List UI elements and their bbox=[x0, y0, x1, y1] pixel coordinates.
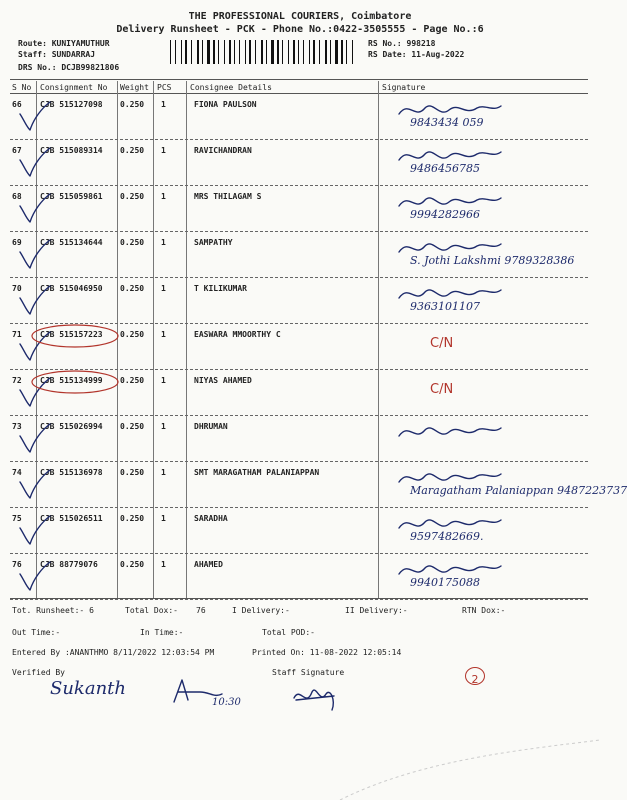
row-pcs: 1 bbox=[161, 146, 166, 155]
printed-on: Printed On: 11-08-2022 12:05:14 bbox=[252, 648, 402, 657]
row-weight: 0.250 bbox=[120, 192, 145, 201]
barcode-bar bbox=[218, 40, 219, 64]
row-pcs: 1 bbox=[161, 192, 166, 201]
row-divider bbox=[10, 599, 588, 600]
table-row bbox=[0, 278, 600, 324]
barcode-bar bbox=[245, 40, 246, 64]
signature-phone: 9363101107 bbox=[410, 300, 480, 313]
row-pcs: 1 bbox=[161, 514, 166, 523]
barcode-bar bbox=[185, 40, 187, 64]
barcode-bar bbox=[207, 40, 210, 64]
i-delivery: I Delivery:- bbox=[232, 606, 290, 615]
row-pcs: 1 bbox=[161, 422, 166, 431]
row-weight: 0.250 bbox=[120, 560, 145, 569]
row-sno: 68 bbox=[12, 192, 22, 201]
table-row bbox=[0, 554, 600, 600]
signature-phone: 9597482669. bbox=[410, 530, 484, 543]
barcode-bar bbox=[202, 40, 203, 64]
barcode-bar bbox=[352, 40, 353, 64]
row-sno: 74 bbox=[12, 468, 22, 477]
row-consignee: MRS THILAGAM S bbox=[194, 192, 262, 201]
delivery-tick-mark bbox=[18, 468, 52, 502]
signature-scribble bbox=[395, 420, 505, 444]
barcode-bar bbox=[288, 40, 289, 64]
row-consignment-no: CJB 515026994 bbox=[40, 422, 103, 431]
barcode-bar bbox=[175, 40, 176, 64]
barcode-bar bbox=[309, 40, 310, 64]
barcode-bar bbox=[293, 40, 295, 64]
delivery-tick-mark bbox=[18, 560, 52, 594]
row-consignment-no: CJB 515136978 bbox=[40, 468, 103, 477]
barcode-bar bbox=[313, 40, 315, 64]
delivery-tick-mark bbox=[18, 422, 52, 456]
staff-label: Staff: SUNDARRAJ bbox=[18, 50, 96, 59]
row-pcs: 1 bbox=[161, 560, 166, 569]
table-row bbox=[0, 186, 600, 232]
row-consignment-no: CJB 515134644 bbox=[40, 238, 103, 247]
red-circle-mark bbox=[30, 368, 120, 396]
table-row bbox=[0, 140, 600, 186]
barcode-bar bbox=[303, 40, 304, 64]
barcode-bar bbox=[224, 40, 225, 64]
signature-phone: S. Jothi Lakshmi 9789328386 bbox=[410, 254, 575, 267]
in-time: In Time:- bbox=[140, 628, 184, 637]
barcode-bar bbox=[239, 40, 240, 64]
row-weight: 0.250 bbox=[120, 146, 145, 155]
row-weight: 0.250 bbox=[120, 330, 145, 339]
col-sno-header: S No bbox=[12, 83, 32, 92]
barcode-bar bbox=[346, 40, 347, 64]
verifier-signature: Sukanth bbox=[50, 678, 126, 699]
row-consignment-no: CJB 515089314 bbox=[40, 146, 103, 155]
delivery-tick-mark bbox=[18, 100, 52, 134]
barcode-bar bbox=[330, 40, 331, 64]
row-sno: 70 bbox=[12, 284, 22, 293]
rs-number: RS No.: 998218 bbox=[368, 39, 436, 48]
row-weight: 0.250 bbox=[120, 468, 145, 477]
row-sno: 76 bbox=[12, 560, 22, 569]
ii-delivery: II Delivery:- bbox=[345, 606, 408, 615]
row-consignee: AHAMED bbox=[194, 560, 223, 569]
row-weight: 0.250 bbox=[120, 284, 145, 293]
barcode bbox=[168, 38, 358, 68]
tot-runsheet: Tot. Runsheet:- 6 bbox=[12, 606, 94, 615]
barcode-bar bbox=[271, 40, 274, 64]
barcode-bar bbox=[325, 40, 327, 64]
row-sno: 72 bbox=[12, 376, 22, 385]
barcode-bar bbox=[197, 40, 199, 64]
row-weight: 0.250 bbox=[120, 238, 145, 247]
delivery-tick-mark bbox=[18, 146, 52, 180]
table-row bbox=[0, 94, 600, 140]
row-weight: 0.250 bbox=[120, 422, 145, 431]
cn-note: C/N bbox=[430, 382, 454, 397]
page-circle-number: 2 bbox=[471, 673, 479, 686]
barcode-bar bbox=[213, 40, 215, 64]
red-circle-mark bbox=[30, 322, 120, 350]
table-bottom-rule bbox=[10, 598, 588, 599]
barcode-bar bbox=[282, 40, 283, 64]
row-pcs: 1 bbox=[161, 376, 166, 385]
signature-phone: 9994282966 bbox=[410, 208, 480, 221]
table-row bbox=[0, 416, 600, 462]
row-pcs: 1 bbox=[161, 468, 166, 477]
barcode-bar bbox=[234, 40, 235, 64]
barcode-bar bbox=[298, 40, 299, 64]
row-consignee: SARADHA bbox=[194, 514, 228, 523]
barcode-bar bbox=[335, 40, 338, 64]
entered-by: Entered By :ANANTHMO 8/11/2022 12:03:54 PM bbox=[12, 648, 215, 657]
runsheet-subtitle: Delivery Runsheet - PCK - Phone No.:0422-3505555 - Page No.:6 bbox=[116, 24, 484, 35]
rs-date: RS Date: 11-Aug-2022 bbox=[368, 50, 465, 59]
row-consignee: DHRUMAN bbox=[194, 422, 228, 431]
barcode-bar bbox=[249, 40, 251, 64]
time-note: 10:30 bbox=[212, 697, 241, 708]
row-consignment-no: CJB 88779076 bbox=[40, 560, 98, 569]
row-consignee: NIYAS AHAMED bbox=[194, 376, 252, 385]
drs-number: DRS No.: DCJB99821806 bbox=[18, 63, 120, 72]
barcode-bar bbox=[229, 40, 231, 64]
scan-edge bbox=[300, 720, 600, 800]
page-circle bbox=[465, 667, 485, 685]
row-consignee: T KILIKUMAR bbox=[194, 284, 247, 293]
signature-phone: Maragatham Palaniappan 9487223737 bbox=[410, 484, 627, 497]
barcode-bar bbox=[181, 40, 182, 64]
table-row bbox=[0, 508, 600, 554]
out-time: Out Time:- bbox=[12, 628, 61, 637]
row-pcs: 1 bbox=[161, 100, 166, 109]
staff-signature-mark bbox=[290, 680, 340, 716]
barcode-bar bbox=[255, 40, 256, 64]
barcode-bar bbox=[319, 40, 320, 64]
barcode-bar bbox=[170, 40, 171, 64]
col-signature-header: Signature bbox=[382, 83, 426, 92]
row-sno: 67 bbox=[12, 146, 22, 155]
row-pcs: 1 bbox=[161, 238, 166, 247]
row-sno: 73 bbox=[12, 422, 22, 431]
delivery-tick-mark bbox=[18, 514, 52, 548]
barcode-bar bbox=[341, 40, 343, 64]
total-dox-value: 76 bbox=[196, 606, 206, 615]
delivery-tick-mark bbox=[18, 192, 52, 226]
total-dox-label: Total Dox:- bbox=[125, 606, 178, 615]
col-consignee-header: Consignee Details bbox=[190, 83, 272, 92]
row-consignment-no: CJB 515127098 bbox=[40, 100, 103, 109]
row-consignee: SAMPATHY bbox=[194, 238, 233, 247]
verified-by: Verified By bbox=[12, 668, 65, 677]
table-top-rule bbox=[10, 79, 588, 80]
barcode-bar bbox=[261, 40, 263, 64]
row-sno: 75 bbox=[12, 514, 22, 523]
row-consignment-no: CJB 515026511 bbox=[40, 514, 103, 523]
row-weight: 0.250 bbox=[120, 376, 145, 385]
delivery-tick-mark bbox=[18, 284, 52, 318]
barcode-bar bbox=[277, 40, 279, 64]
col-consignment-header: Consignment No bbox=[40, 83, 108, 92]
row-consignee: SMT MARAGATHAM PALANIAPPAN bbox=[194, 468, 320, 477]
row-sno: 71 bbox=[12, 330, 22, 339]
row-consignment-no: CJB 515157223 bbox=[40, 330, 103, 339]
total-pod: Total POD:- bbox=[262, 628, 315, 637]
row-consignment-no: CJB 515046950 bbox=[40, 284, 103, 293]
rtn-dox: RTN Dox:- bbox=[462, 606, 506, 615]
row-sno: 66 bbox=[12, 100, 22, 109]
row-weight: 0.250 bbox=[120, 514, 145, 523]
delivery-tick-mark bbox=[18, 238, 52, 272]
row-consignee: EASWARA MMOORTHY C bbox=[194, 330, 281, 339]
row-pcs: 1 bbox=[161, 284, 166, 293]
signature-phone: 9843434 059 bbox=[410, 116, 484, 129]
barcode-bar bbox=[191, 40, 192, 64]
row-sno: 69 bbox=[12, 238, 22, 247]
row-consignment-no: CJB 515059861 bbox=[40, 192, 103, 201]
col-pcs-header: PCS bbox=[157, 83, 172, 92]
cn-note: C/N bbox=[430, 336, 454, 351]
signature-phone: 9940175088 bbox=[410, 576, 480, 589]
staff-signature-label: Staff Signature bbox=[272, 668, 345, 677]
route-label: Route: KUNIYAMUTHUR bbox=[18, 39, 110, 48]
row-consignee: FIONA PAULSON bbox=[194, 100, 257, 109]
col-weight-header: Weight bbox=[120, 83, 149, 92]
row-consignee: RAVICHANDRAN bbox=[194, 146, 252, 155]
row-consignment-no: CJB 515134999 bbox=[40, 376, 103, 385]
row-pcs: 1 bbox=[161, 330, 166, 339]
barcode-bar bbox=[266, 40, 267, 64]
row-weight: 0.250 bbox=[120, 100, 145, 109]
signature-phone: 9486456785 bbox=[410, 162, 480, 175]
company-title: THE PROFESSIONAL COURIERS, Coimbatore bbox=[188, 11, 412, 22]
